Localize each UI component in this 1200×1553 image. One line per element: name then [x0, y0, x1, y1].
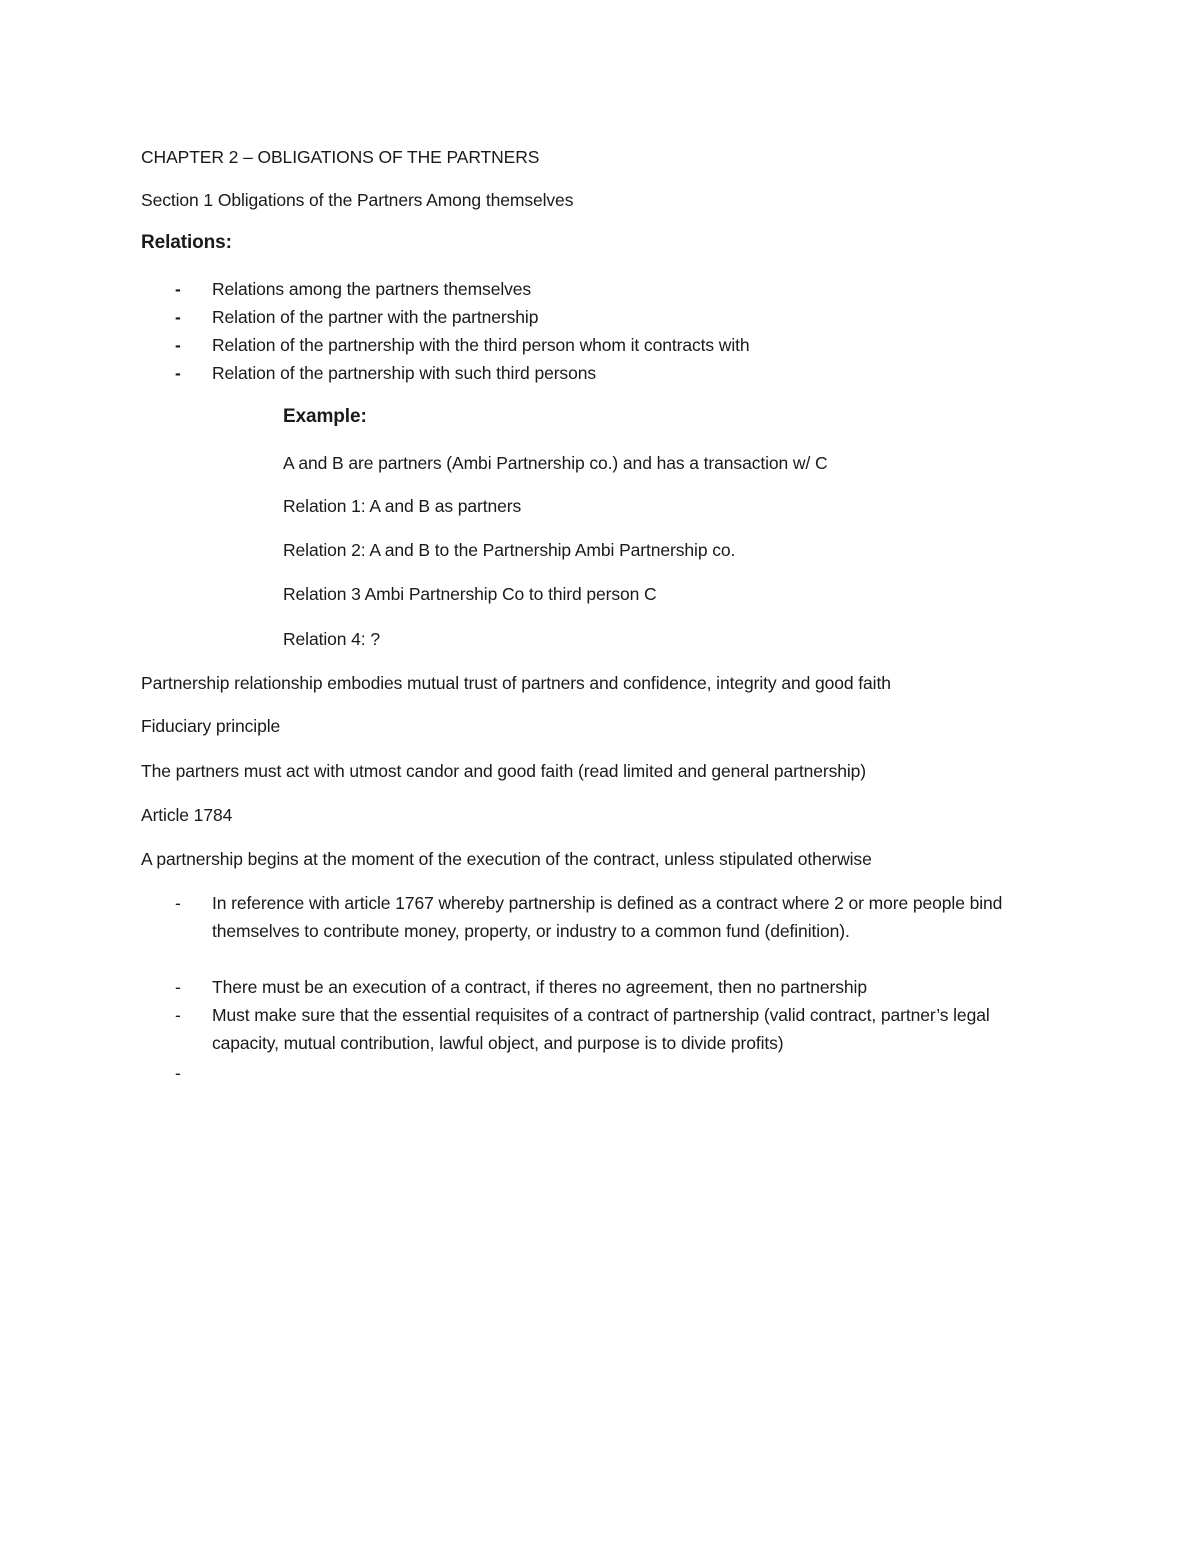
list-item: Relation of the partnership with such third persons [212, 363, 597, 383]
example-line: Relation 1: A and B as partners [283, 496, 522, 516]
bullet-dash-icon: - [175, 893, 181, 913]
example-line: A and B are partners (Ambi Partnership co.) and has a transaction w/ C [283, 453, 828, 473]
example-line: Relation 3 Ambi Partnership Co to third person C [283, 584, 657, 604]
bullet-dash-icon: - [175, 1063, 181, 1083]
bullet-dash-icon: - [175, 1005, 181, 1025]
list-item: In reference with article 1767 whereby partnership is defined as a contract where 2 or more people bind themselves to contribute money, property, or industry to a common fund (definition). [212, 893, 1003, 941]
list-item: There must be an execution of a contract, if theres no agreement, then no partnership [212, 977, 867, 997]
list-item: Must make sure that the essential requisites of a contract of partnership (valid contract, partner’s legal capacity, mutual contribution, lawful object, and purpose is to divide profits) [212, 1005, 990, 1053]
bullet-dash-icon: - [175, 335, 181, 355]
list-item: Relation of the partner with the partnership [212, 307, 539, 327]
list-item: Relations among the partners themselves [212, 279, 532, 299]
paragraph: The partners must act with utmost candor and good faith (read limited and general partnership) [141, 761, 867, 781]
example-heading: Example: [283, 406, 367, 427]
bullet-dash-icon: - [175, 977, 181, 997]
bullet-dash-icon: - [175, 363, 181, 383]
paragraph: Fiduciary principle [141, 716, 281, 736]
example-line: Relation 4: ? [283, 629, 380, 649]
article-heading: Article 1784 [141, 805, 233, 825]
paragraph: A partnership begins at the moment of the execution of the contract, unless stipulated otherwise [141, 849, 872, 869]
bullet-dash-icon: - [175, 279, 181, 299]
section-title: Section 1 Obligations of the Partners Among themselves [141, 190, 574, 210]
list-item: Relation of the partnership with the third person whom it contracts with [212, 335, 750, 355]
chapter-title: CHAPTER 2 – OBLIGATIONS OF THE PARTNERS [141, 147, 540, 167]
relations-heading: Relations: [141, 232, 232, 253]
example-line: Relation 2: A and B to the Partnership Ambi Partnership co. [283, 540, 736, 560]
paragraph: Partnership relationship embodies mutual trust of partners and confidence, integrity and good faith [141, 673, 891, 693]
bullet-dash-icon: - [175, 307, 181, 327]
